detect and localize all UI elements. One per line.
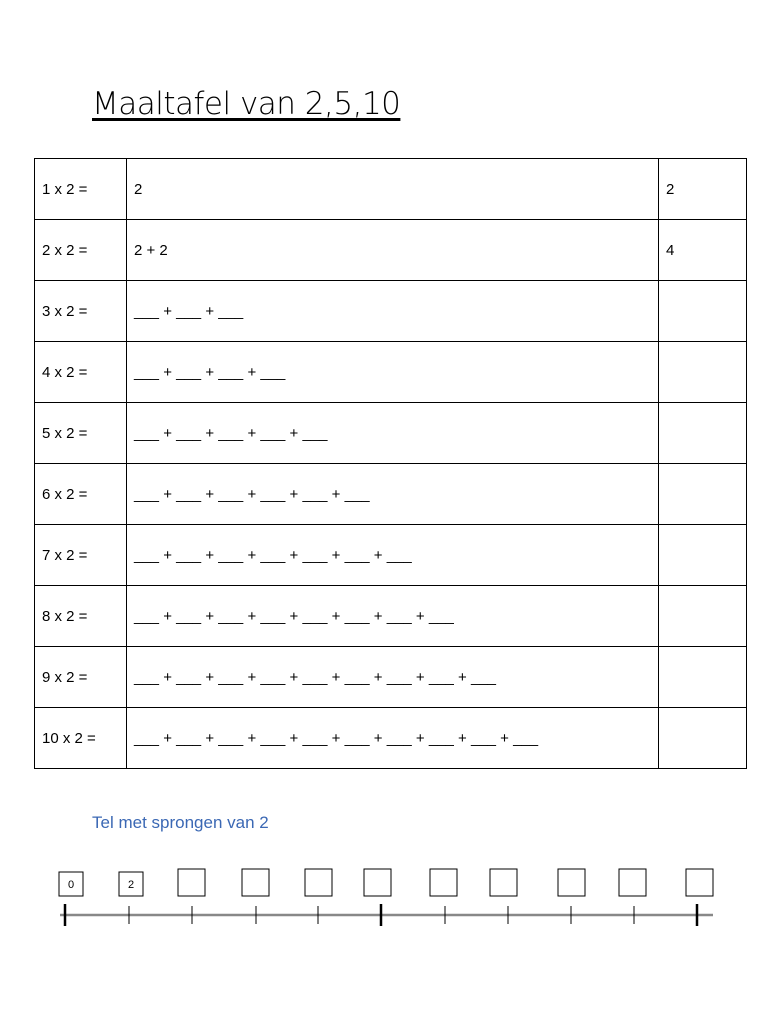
- row-label: 9 x 2 =: [35, 647, 127, 708]
- row-sum: 2: [127, 159, 659, 220]
- table-row: [35, 159, 747, 220]
- row-result[interactable]: [659, 342, 747, 403]
- table-row: [35, 525, 747, 586]
- number-line: [0, 860, 768, 940]
- row-result[interactable]: [659, 525, 747, 586]
- row-label: 8 x 2 =: [35, 586, 127, 647]
- numberline-box-value: 2: [127, 879, 135, 891]
- numberline-box[interactable]: [430, 869, 457, 896]
- table-row: [35, 464, 747, 525]
- row-result[interactable]: [659, 464, 747, 525]
- table-row: [35, 281, 747, 342]
- numberline-box[interactable]: [364, 869, 391, 896]
- worksheet-title: Maaltafel van 2,5,10: [92, 86, 401, 122]
- row-label: 2 x 2 =: [35, 220, 127, 281]
- multiplication-table: [34, 158, 747, 769]
- row-label: 10 x 2 =: [35, 708, 127, 769]
- row-sum: ___ + ___ + ___ + ___: [127, 342, 659, 403]
- row-result[interactable]: [659, 647, 747, 708]
- numberline-label: Tel met sprongen van 2: [92, 813, 269, 832]
- numberline-box[interactable]: [178, 869, 205, 896]
- row-sum: ___ + ___ + ___ + ___ + ___ + ___ + ___: [127, 525, 659, 586]
- row-sum: ___ + ___ + ___ + ___ + ___ + ___: [127, 464, 659, 525]
- row-result[interactable]: [659, 708, 747, 769]
- row-label: 5 x 2 =: [35, 403, 127, 464]
- row-result[interactable]: 2: [659, 159, 747, 220]
- row-result[interactable]: [659, 403, 747, 464]
- table-row: [35, 647, 747, 708]
- table-row: [35, 342, 747, 403]
- table-row: [35, 403, 747, 464]
- row-result[interactable]: [659, 586, 747, 647]
- numberline-box[interactable]: [242, 869, 269, 896]
- row-sum: ___ + ___ + ___ + ___ + ___ + ___ + ___ + ___ + ___ + ___: [127, 708, 659, 769]
- row-sum: ___ + ___ + ___: [127, 281, 659, 342]
- row-result[interactable]: [659, 281, 747, 342]
- row-sum: ___ + ___ + ___ + ___ + ___ + ___ + ___ + ___ + ___: [127, 647, 659, 708]
- table-row: [35, 220, 747, 281]
- numberline-box[interactable]: [686, 869, 713, 896]
- row-sum: ___ + ___ + ___ + ___ + ___ + ___ + ___ + ___: [127, 586, 659, 647]
- numberline-box[interactable]: [305, 869, 332, 896]
- numberline-box[interactable]: [619, 869, 646, 896]
- row-label: 7 x 2 =: [35, 525, 127, 586]
- row-sum: 2 + 2: [127, 220, 659, 281]
- numberline-box[interactable]: [558, 869, 585, 896]
- row-sum: ___ + ___ + ___ + ___ + ___: [127, 403, 659, 464]
- numberline-box[interactable]: [490, 869, 517, 896]
- numberline-box-value: 0: [67, 879, 75, 891]
- row-label: 6 x 2 =: [35, 464, 127, 525]
- table-row: [35, 708, 747, 769]
- row-result[interactable]: 4: [659, 220, 747, 281]
- row-label: 1 x 2 =: [35, 159, 127, 220]
- row-label: 4 x 2 =: [35, 342, 127, 403]
- table-row: [35, 586, 747, 647]
- row-label: 3 x 2 =: [35, 281, 127, 342]
